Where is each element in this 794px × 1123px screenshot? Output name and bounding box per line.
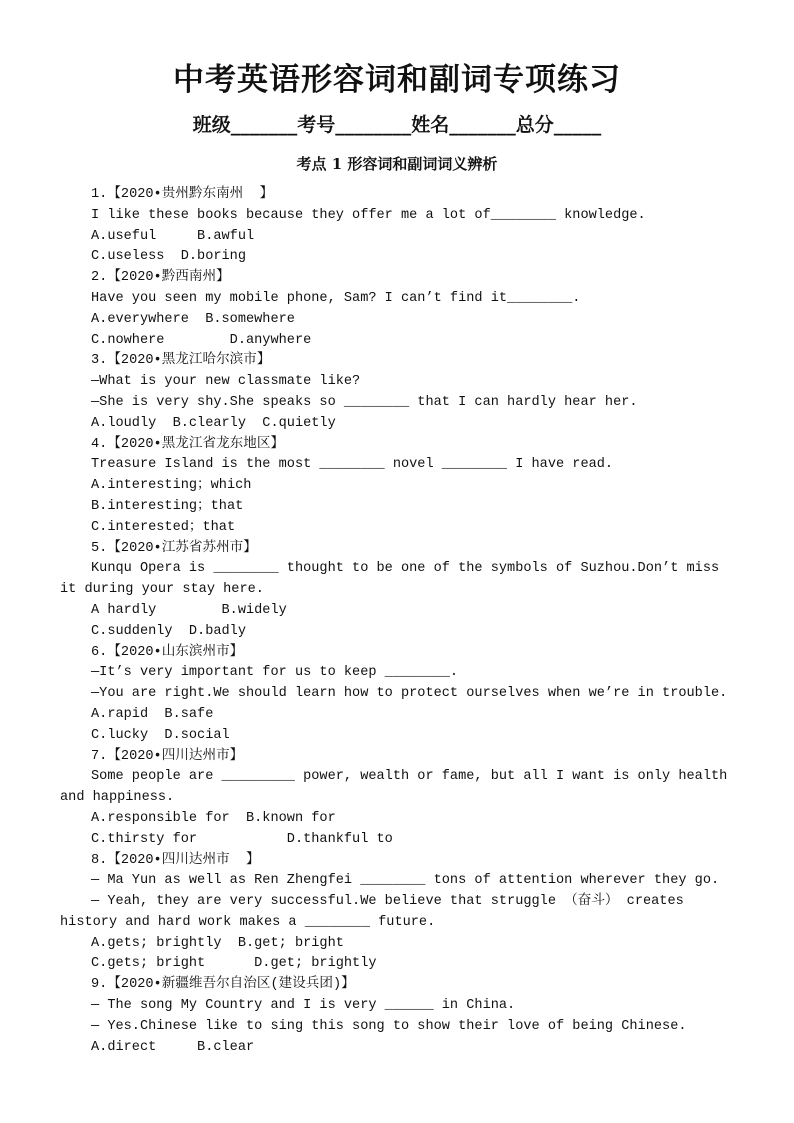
question-2-header: 2.【2020•黔西南州】: [91, 270, 230, 286]
question-8-options-cd: C.gets; bright D.get; brightly: [91, 956, 377, 972]
question-9-options-ab: A.direct B.clear: [91, 1039, 255, 1055]
question-5-options-cd: C.suddenly D.badly: [91, 623, 246, 639]
page-title: 中考英语形容词和副词专项练习: [173, 62, 621, 98]
student-info-line: 班级_______考号________姓名_______总分_____: [192, 114, 602, 136]
question-1-stem: I like these books because they offer me a lot of________ knowledge.: [91, 207, 646, 223]
question-7-header: 7.【2020•四川达州市】: [91, 748, 244, 764]
question-3-dialogue-2: —She is very shy.She speaks so ________ that I can hardly hear her.: [91, 394, 638, 410]
question-9-dialogue-2: — Yes.Chinese like to sing this song to show their love of being Chinese.: [91, 1018, 687, 1034]
question-3-header: 3.【2020•黑龙江哈尔滨市】: [91, 353, 271, 369]
section-title: 考点 1 形容词和副词词义辨析: [296, 155, 498, 173]
question-5-header: 5.【2020•江苏省苏州市】: [91, 540, 257, 556]
question-6-dialogue-2: —You are right.We should learn how to protect ourselves when we’re in trouble.: [91, 686, 728, 702]
question-1-options-cd: C.useless D.boring: [91, 249, 246, 265]
question-6-options-ab: A.rapid B.safe: [91, 706, 214, 722]
question-6-options-cd: C.lucky D.social: [91, 727, 230, 743]
question-2-options-ab: A.everywhere B.somewhere: [91, 311, 295, 327]
question-4-header: 4.【2020•黑龙江省龙东地区】: [91, 436, 285, 452]
question-2-options-cd: C.nowhere D.anywhere: [91, 332, 312, 348]
question-1-header: 1.【2020•贵州黔东南州 】: [91, 187, 274, 202]
question-6-dialogue-1: —It’s very important for us to keep ________.: [91, 665, 459, 681]
question-4-option-a: A.interesting；which: [91, 478, 252, 494]
question-list: [60, 185, 740, 1058]
question-4-option-c: C.interested；that: [91, 519, 236, 535]
question-8-options-ab: A.gets; brightly B.get; bright: [91, 935, 344, 951]
question-8-header: 8.【2020•四川达州市 】: [91, 852, 260, 868]
question-4-option-b: B.interesting；that: [91, 498, 244, 514]
question-6-header: 6.【2020•山东滨州市】: [91, 644, 244, 660]
question-1-options-ab: A.useful B.awful: [91, 228, 255, 244]
question-8-dialogue-2: — Yeah, they are very successful.We believe that struggle （奋斗） creates history and hard work makes a ________ future.: [60, 894, 684, 930]
question-4-stem: Treasure Island is the most ________ novel ________ I have read.: [91, 457, 614, 473]
question-3-dialogue-1: —What is your new classmate like?: [91, 374, 361, 390]
question-3-options: A.loudly B.clearly C.quietly: [91, 415, 336, 431]
question-2-stem: Have you seen my mobile phone, Sam? I can’t find it________.: [91, 290, 581, 306]
question-7-options-ab: A.responsible for B.known for: [91, 810, 336, 826]
question-5-options-ab: A hardly B.widely: [91, 602, 287, 618]
question-5-stem: Kunqu Opera is ________ thought to be one of the symbols of Suzhou.Don’t miss it during your stay here.: [60, 561, 720, 598]
question-7-stem: Some people are _________ power, wealth or fame, but all I want is only health and happiness.: [60, 769, 728, 806]
question-8-dialogue-1: — Ma Yun as well as Ren Zhengfei ________ tons of attention wherever they go.: [91, 873, 720, 889]
question-7-options-cd: C.thirsty for D.thankful to: [91, 831, 393, 847]
question-9-header: 9.【2020•新疆维吾尔自治区(建设兵团)】: [91, 977, 355, 993]
question-9-dialogue-1: — The song My Country and I is very ______ in China.: [91, 998, 516, 1014]
